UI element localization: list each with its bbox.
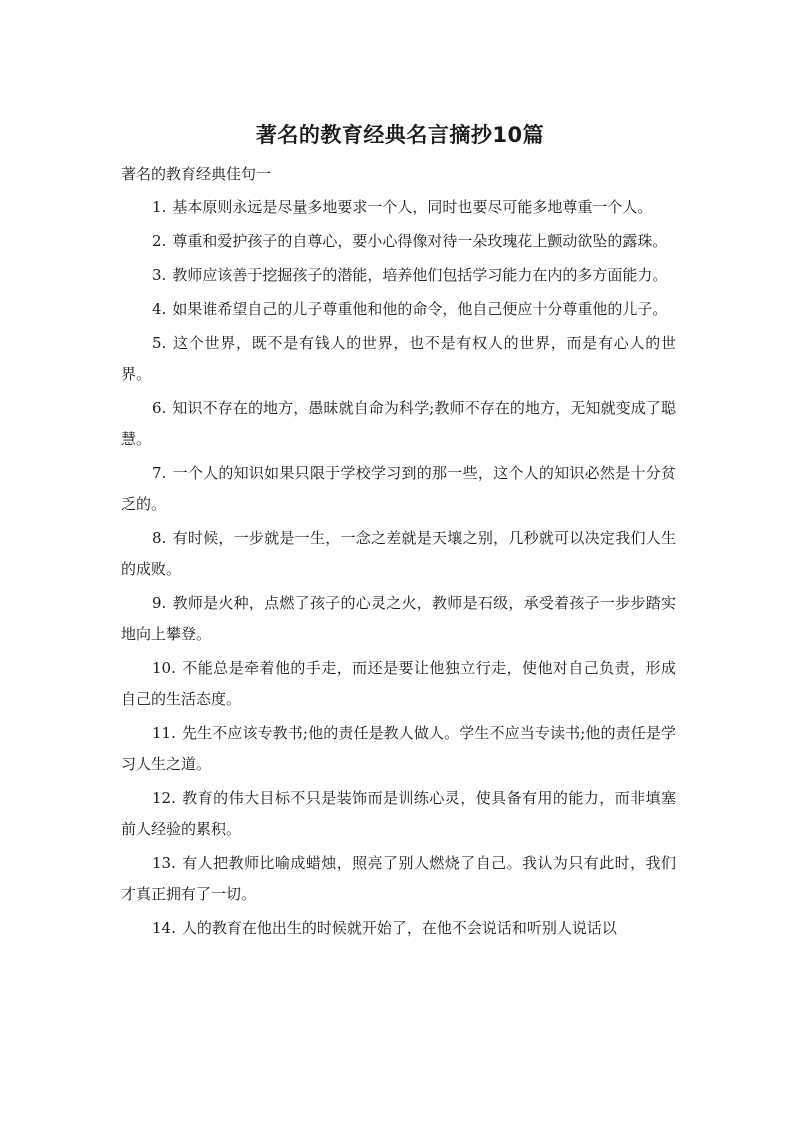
quote-text: 先生不应该专教书;他的责任是教人做人。学生不应当专读书;他的责任是学习人生之道。	[121, 724, 676, 773]
quote-text: 基本原则永远是尽量多地要求一个人，同时也要尽可能多地尊重一个人。	[172, 198, 653, 216]
quote-list	[121, 192, 676, 947]
quote-number: 4.	[152, 300, 167, 318]
document-title: 著名的教育经典名言摘抄10篇	[255, 123, 545, 147]
quote-number: 5.	[152, 334, 167, 352]
quote-number: 1.	[152, 198, 167, 216]
quote-text: 有人把教师比喻成蜡烛，照亮了别人燃烧了自己。我认为只有此时，我们才真正拥有了一切。	[121, 854, 676, 903]
quote-item	[121, 393, 676, 455]
quote-item	[121, 588, 676, 650]
quote-number: 14.	[152, 919, 176, 937]
quote-item	[121, 783, 676, 845]
quote-item	[121, 523, 676, 585]
quote-item	[121, 653, 676, 715]
quote-text: 尊重和爱护孩子的自尊心，要小心得像对待一朵玫瑰花上颤动欲坠的露珠。	[172, 232, 668, 250]
section-heading: 著名的教育经典佳句一	[121, 165, 272, 183]
quote-text: 一个人的知识如果只限于学校学习到的那一些，这个人的知识必然是十分贫乏的。	[121, 464, 676, 513]
quote-item	[121, 718, 676, 780]
quote-item	[121, 260, 676, 291]
quote-text: 不能总是牵着他的手走，而还是要让他独立行走，使他对自己负责，形成自己的生活态度。	[121, 659, 676, 708]
quote-item	[121, 192, 676, 223]
quote-item	[121, 328, 676, 390]
quote-number: 6.	[152, 399, 167, 417]
quote-item	[121, 226, 676, 257]
quote-text: 人的教育在他出生的时候就开始了，在他不会说话和听别人说话以	[181, 919, 617, 937]
quote-number: 11.	[152, 724, 176, 742]
quote-number: 13.	[152, 854, 176, 872]
quote-text: 教师是火种，点燃了孩子的心灵之火，教师是石级，承受着孩子一步步踏实地向上攀登。	[121, 594, 676, 643]
quote-text: 教育的伟大目标不只是装饰而是训练心灵，使具备有用的能力，而非填塞前人经验的累积。	[121, 789, 676, 838]
quote-text: 知识不存在的地方，愚昧就自命为科学;教师不存在的地方，无知就变成了聪慧。	[121, 399, 676, 448]
quote-text: 这个世界，既不是有钱人的世界，也不是有权人的世界，而是有心人的世界。	[121, 334, 676, 383]
quote-text: 如果谁希望自己的儿子尊重他和他的命令，他自己便应十分尊重他的儿子。	[172, 300, 668, 318]
quote-item	[121, 294, 676, 325]
quote-number: 12.	[152, 789, 176, 807]
quote-text: 有时候，一步就是一生，一念之差就是天壤之别，几秒就可以决定我们人生的成败。	[121, 529, 676, 578]
quote-number: 9.	[152, 594, 167, 612]
quote-item	[121, 458, 676, 520]
quote-number: 7.	[152, 464, 167, 482]
quote-item	[121, 913, 676, 944]
quote-item	[121, 848, 676, 910]
quote-number: 10.	[152, 659, 176, 677]
quote-number: 3.	[152, 266, 167, 284]
quote-text: 教师应该善于挖掘孩子的潜能，培养他们包括学习能力在内的多方面能力。	[172, 266, 668, 284]
quote-number: 2.	[152, 232, 167, 250]
quote-number: 8.	[152, 529, 167, 547]
